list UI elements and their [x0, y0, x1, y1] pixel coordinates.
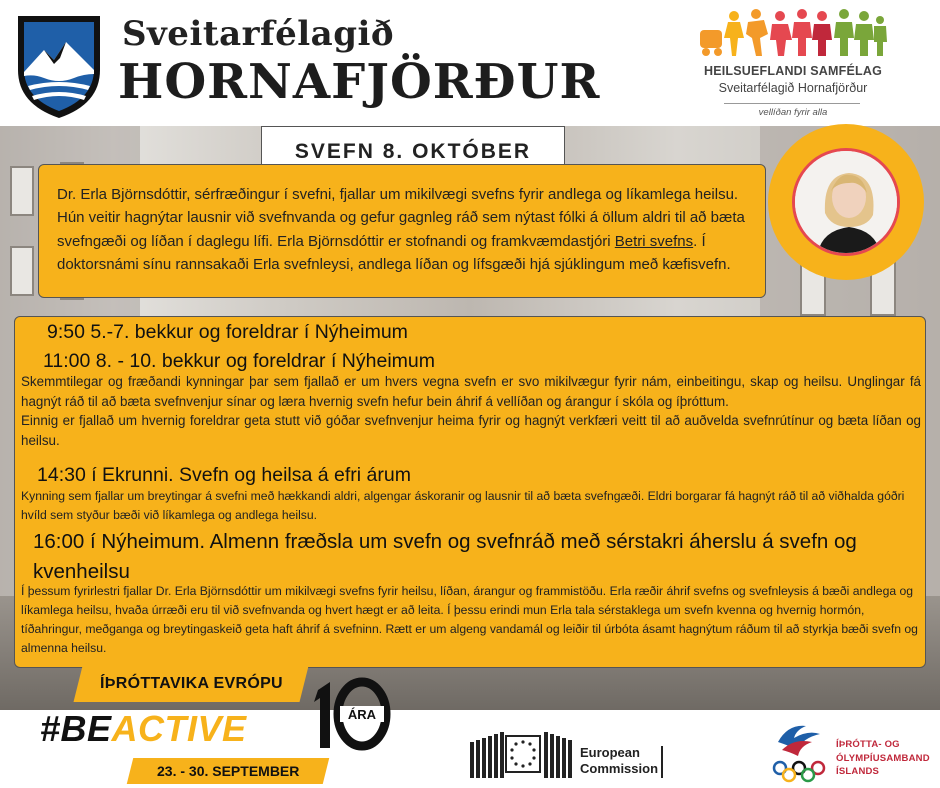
- health-community-figures-logo: [698, 8, 888, 58]
- bio-text-end: . Í doktorsnámi sínu rannsakaði Erla svefnleysi, andlega líðan og lífsgæði hjá sjúklingum með kæfisvefn.: [57, 232, 731, 274]
- ec-line-2: Commission: [580, 761, 659, 776]
- betri-svefn-link[interactable]: Betri svefns: [614, 232, 694, 250]
- schedule-item-1600: 16:00 í Nýheimum. Almenn fræðsla um svefn og svefnráð með sérstakri áherslu á svefn og: [33, 530, 857, 553]
- schedule-box: [14, 316, 926, 668]
- sport-week-banner: [74, 666, 309, 702]
- schedule-description-parents: Einnig er fjallað um hvernig foreldrar geta stutt við góðar svefnvenjur heima fyrir og hagnýt verkfæri veitt til að auðvelda svefnrútínur og bæta líðan og heilsu.: [21, 413, 921, 448]
- hornafjordur-crest-logo: [14, 12, 104, 120]
- schedule-item-1600-cont: kvenheilsu: [33, 560, 130, 583]
- ec-line-1: European: [580, 745, 640, 760]
- schedule-item-1100: 11:00 8. - 10. bekkur og foreldrar í Nýheimum: [43, 350, 435, 372]
- speaker-bio-box: [38, 164, 766, 298]
- beactive-word: ACTIVE: [111, 708, 247, 749]
- schedule-description-women: Í þessum fyrirlestri fjallar Dr. Erla Björnsdóttir um mikilvægi svefns fyrir heilsu, líðan, árangur og frammistöðu. Erla ræðir áhrif svefns og svefnleysis á bæði andlega og líkamlega heilsu, hvaða úrræði eru til við svefnvanda og hvert hægt er að leita. Í þessu erindi mun Erla tala sérstaklega um svefn kvenna og hvernig hormón, tíðahringur, meðganga og breytingaskeið geta haft áhrif á svefninn. Rætt er um algeng vandamál og leiðir til úrbóta ásamt hagnýtum ráðum til að styrkja bæði svefn og almenna heilsu.: [21, 584, 918, 655]
- speaker-portrait: [792, 148, 900, 256]
- speaker-bio: [57, 183, 749, 277]
- bio-text: Dr. Erla Björnsdóttir, sérfræðingur í svefni, fjallar um mikilvægi svefns fyrir andlega og líkamlega heilsu. Hún veitir hagnýtar lausnir við svefnvanda og gefur gagnleg ráð sem nýtast fólki á öllum aldri til að bæta svefngæði og líðan í daglegu lífi. Erla Björnsdóttir er stofnandi og framkvæmdastjóri: [57, 186, 745, 250]
- ten-years-logo: [312, 670, 392, 752]
- isi-label: [836, 738, 930, 779]
- schedule-description-seniors: Kynning sem fjallar um breytingar á svefni með hækkandi aldri, algengar áskoranir og lausnir til að bæta svefngæði. Eldri borgarar fá hagnýt ráð til að viðhalda góðri hvíld sem styður bæði við líkamlega og andlega heilsu.: [21, 489, 905, 522]
- beactive-hash: #BE: [40, 708, 112, 749]
- schedule-description-teens: Skemmtilegar og fræðandi kynningar þar sem fjallað er um hvers vegna svefn er svo mikilvægur fyrir nám, einbeitingu, skap og heilsu. Unglingar fá hagnýt ráð til að bæta svefnvenjur sínar og læra hvernig svefn hefur bein áhrif á vellíðan og árangur í skóla og íþróttum.: [21, 374, 921, 409]
- isi-line-1: ÍÞRÓTTA- OG: [836, 739, 900, 750]
- isi-olympic-logo: [768, 720, 830, 784]
- speaker-portrait-image: [795, 151, 900, 256]
- health-community-subtitle: Sveitarfélagið Hornafjörður: [718, 81, 868, 95]
- isi-line-3: ÍSLANDS: [836, 766, 880, 777]
- page-title: SVEFN 8. OKTÓBER: [294, 140, 532, 163]
- header: [0, 0, 940, 126]
- sport-week-label: ÍÞRÓTTAVIKA EVRÓPU: [99, 675, 283, 692]
- health-community-tagline: vellíðan fyrir alla: [758, 107, 828, 118]
- event-dates: 23. - 30. SEPTEMBER: [156, 763, 300, 779]
- european-commission-label: [580, 745, 658, 777]
- health-community-title: HEILSUEFLANDI SAMFÉLAG: [703, 64, 882, 78]
- ten-years-label: ÁRA: [347, 707, 377, 722]
- date-banner: [127, 758, 329, 784]
- speaker-portrait-frame: [768, 124, 924, 280]
- european-commission-logo: [470, 728, 574, 780]
- schedule-item-950: 9:50 5.-7. bekkur og foreldrar í Nýheimum: [47, 321, 408, 343]
- municipality-name: HORNAFJÖRÐUR: [118, 54, 601, 110]
- divider: [661, 746, 663, 778]
- divider: [724, 103, 860, 104]
- beactive-logo: [40, 708, 247, 750]
- municipality-name-small: Sveitarfélagið: [122, 14, 395, 54]
- isi-line-2: ÓLYMPÍUSAMBAND: [836, 752, 930, 764]
- schedule-item-1430: 14:30 í Ekrunni. Svefn og heilsa á efri árum: [37, 464, 411, 486]
